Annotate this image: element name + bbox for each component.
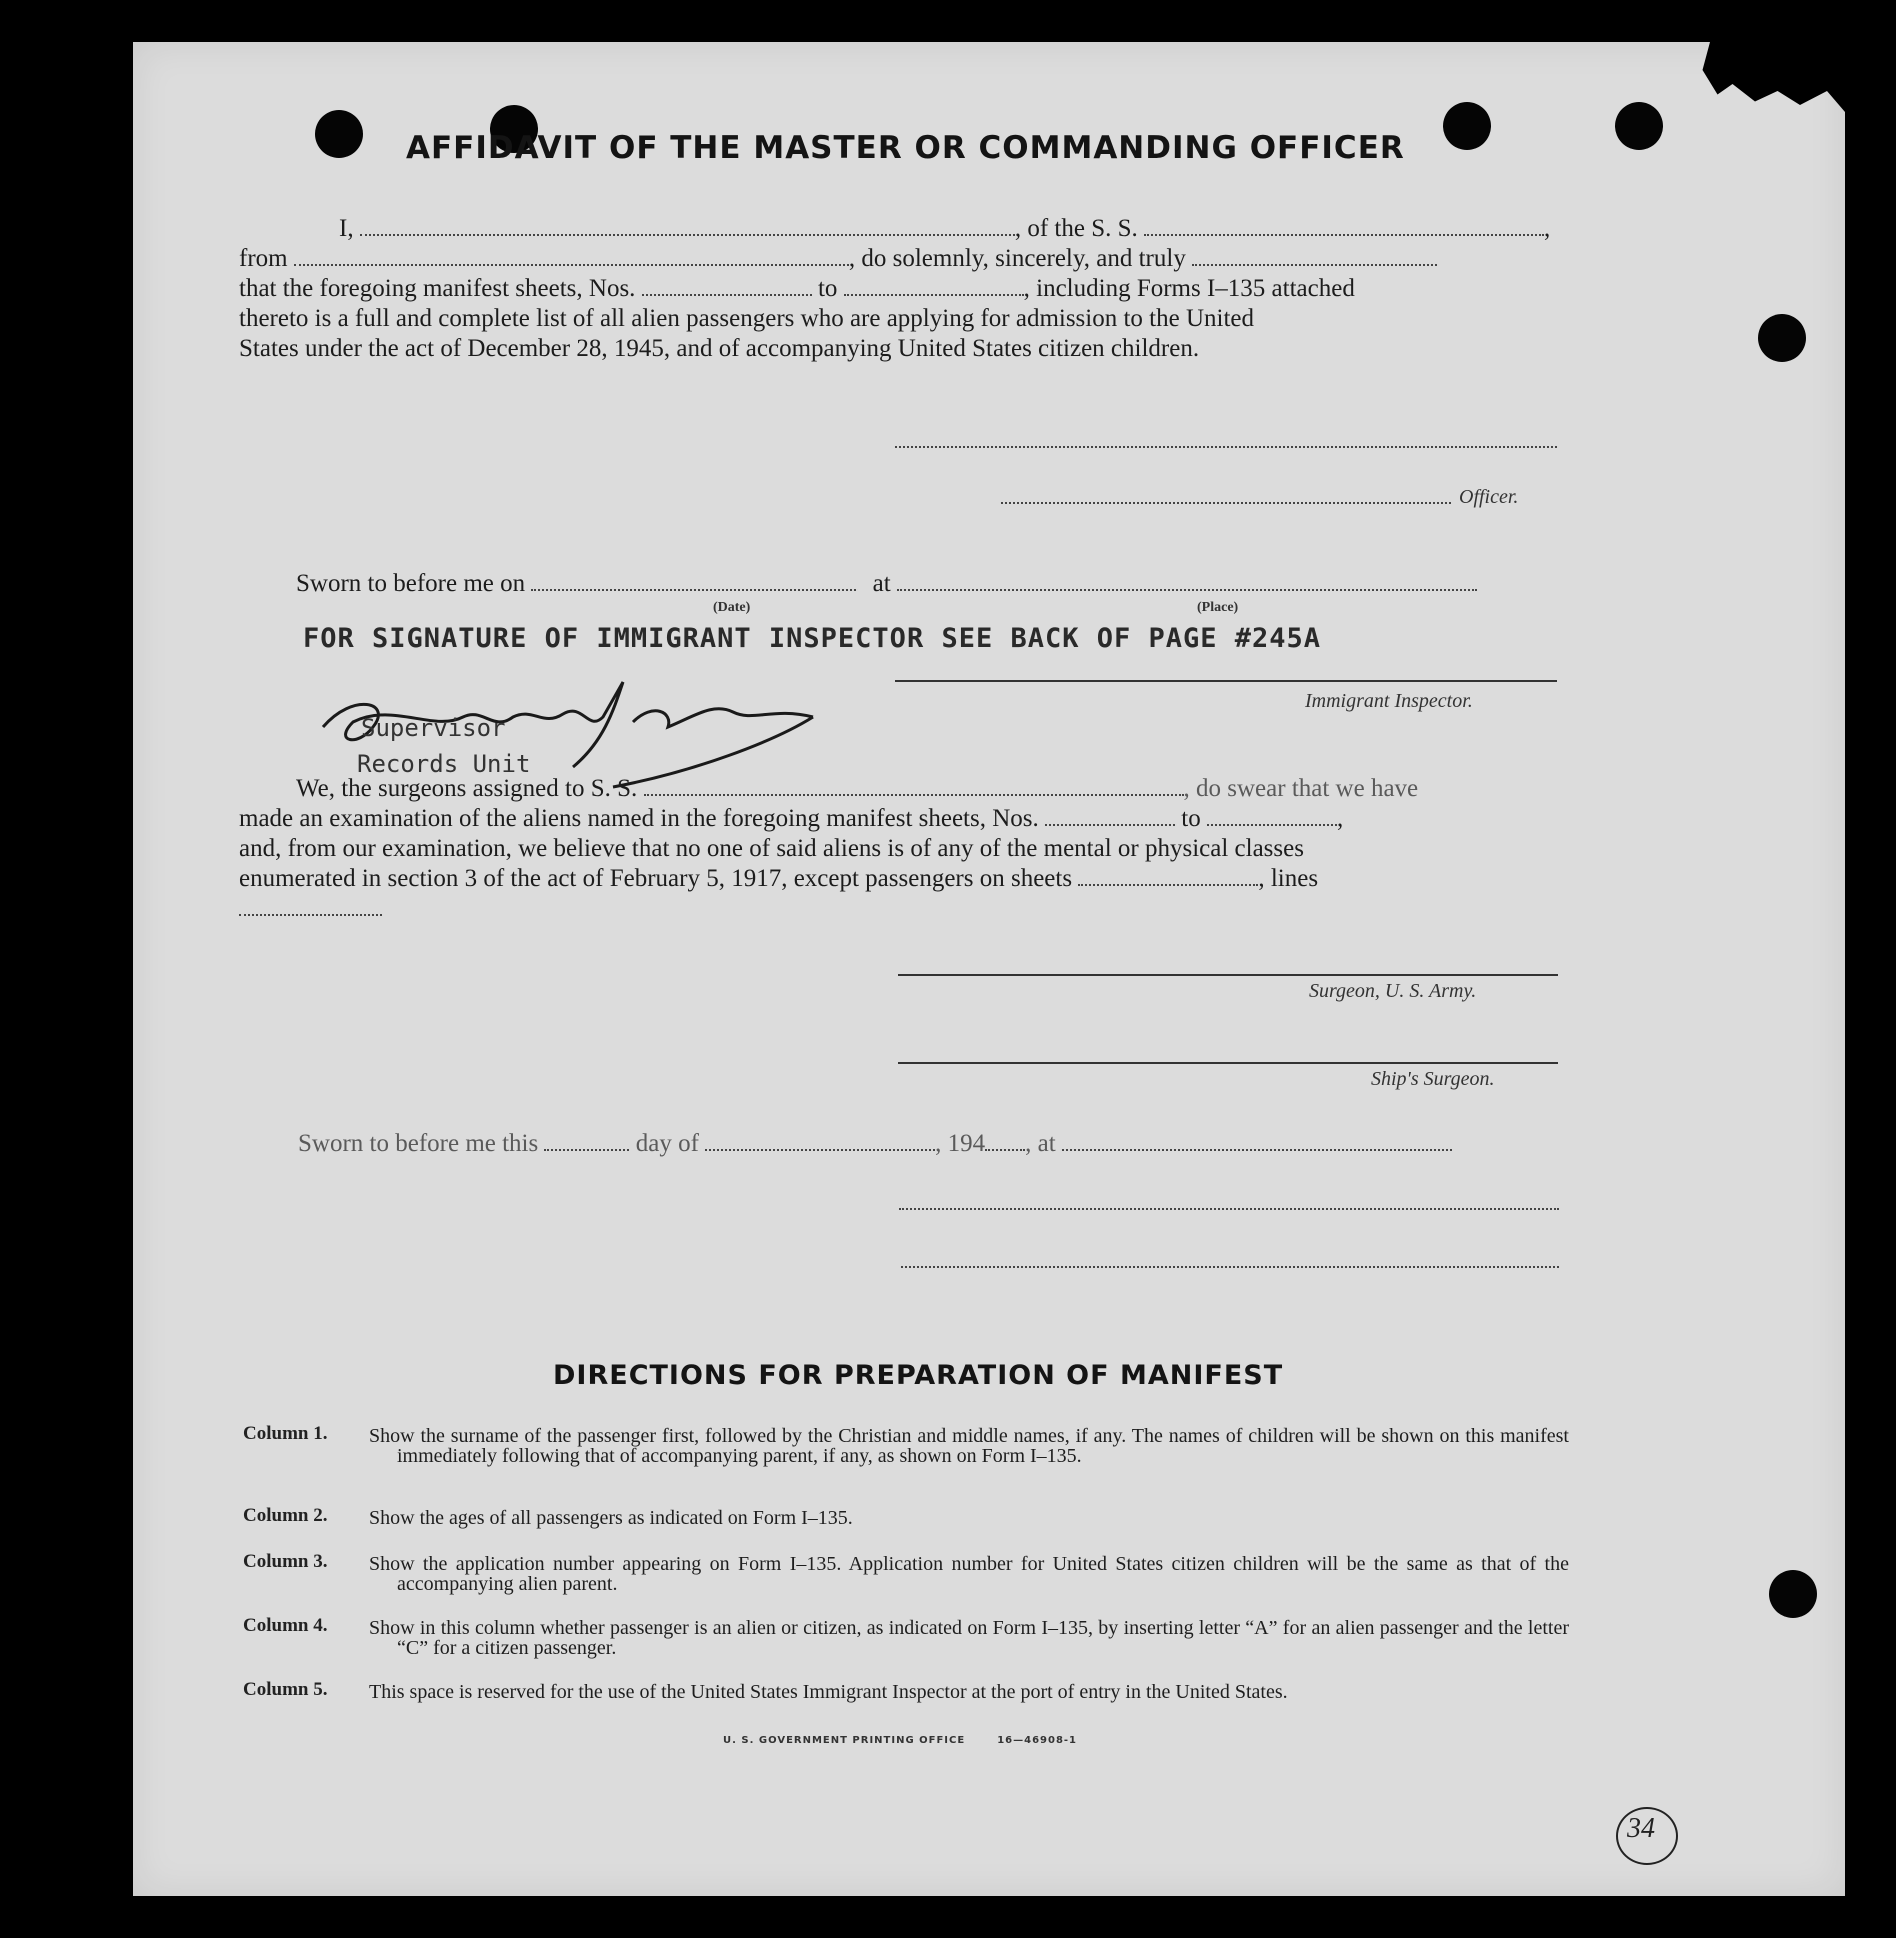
place-caption: (Place)	[1197, 600, 1239, 615]
surgeon-ship-field[interactable]	[644, 776, 1184, 796]
directions-title: DIRECTIONS FOR PREPARATION OF MANIFEST	[553, 1360, 1284, 1391]
officer-caption: Officer.	[1459, 486, 1519, 508]
affidavit-line-2: from , do solemnly, sincerely, and truly	[239, 245, 1437, 273]
sworn-signature-line-2[interactable]	[901, 1266, 1559, 1268]
inspector-stamp: FOR SIGNATURE OF IMMIGRANT INSPECTOR SEE BACK OF PAGE #245A	[303, 623, 1322, 654]
punch-hole	[1758, 314, 1806, 362]
army-surgeon-caption: Surgeon, U. S. Army.	[1309, 980, 1477, 1002]
oath-field[interactable]	[1192, 246, 1437, 266]
sworn-day-field[interactable]	[544, 1131, 629, 1151]
punch-hole	[1615, 102, 1663, 150]
affidavit-line-1: I, , of the S. S. ,	[339, 215, 1551, 242]
affidavit-line-3: that the foregoing manifest sheets, Nos. to , including Forms I–135 attached	[239, 275, 1355, 302]
surgeons-line-1: We, the surgeons assigned to S. S. , do swear that we have	[296, 775, 1419, 802]
sworn-date-field[interactable]	[531, 571, 856, 591]
direction-label-2: Column 2.	[243, 1505, 328, 1526]
ship-name-field[interactable]	[1144, 216, 1544, 236]
surgeons-line-2: made an examination of the aliens named in the foregoing manifest sheets, Nos. to ,	[239, 805, 1344, 832]
sworn-signature-line-1[interactable]	[899, 1208, 1559, 1210]
sheets-from-field[interactable]	[642, 276, 812, 296]
punch-hole	[315, 110, 363, 158]
page-number: 34	[1627, 1813, 1655, 1844]
except-sheets-field[interactable]	[1078, 866, 1258, 886]
printer-imprint: U. S. GOVERNMENT PRINTING OFFICE 16—46908-1	[723, 1735, 1078, 1746]
sworn-place-field[interactable]	[897, 571, 1477, 591]
affidavit-title: AFFIDAVIT OF THE MASTER OR COMMANDING OFFICER	[406, 130, 1405, 166]
punch-hole	[1443, 102, 1491, 150]
torn-corner	[1695, 42, 1845, 112]
direction-text-4: Show in this column whether passenger is an alien or citizen, as indicated on Form I–135, by inserting letter “A” for an alien passenger and the letter “C” for a citizen passenger.	[369, 1617, 1569, 1659]
signer-title-1: Supervisor	[361, 714, 506, 742]
ship-surgeon-caption: Ship's Surgeon.	[1371, 1068, 1495, 1090]
surgeon-sheets-from-field[interactable]	[1045, 806, 1175, 826]
sworn-month-field[interactable]	[705, 1131, 935, 1151]
direction-label-3: Column 3.	[243, 1551, 328, 1572]
sheets-to-field[interactable]	[844, 276, 1024, 296]
direction-text-3: Show the application number appearing on Form I–135. Application number for United States citizen children will be the same as that of the accompanying alien parent.	[369, 1553, 1569, 1595]
sworn-on-line: Sworn to before me on at	[296, 570, 1477, 598]
punch-hole	[1769, 1570, 1817, 1618]
officer-signature-line-1[interactable]	[895, 446, 1557, 448]
direction-text-1: Show the surname of the passenger first, followed by the Christian and middle names, if any. The names of children will be shown on this manifest immediately following that of accompanying parent, if any, as shown on Form I–135.	[369, 1425, 1569, 1467]
direction-text-5: This space is reserved for the use of the United States Immigrant Inspector at the port of entry in the United States.	[369, 1681, 1288, 1703]
inspector-signature-line[interactable]	[895, 680, 1557, 682]
sworn-year-field[interactable]	[985, 1131, 1025, 1151]
direction-label-5: Column 5.	[243, 1679, 328, 1700]
surgeons-line-3: and, from our examination, we believe that no one of said aliens is of any of the mental or physical classes	[239, 835, 1304, 862]
army-surgeon-signature-line[interactable]	[898, 974, 1558, 976]
from-port-field[interactable]	[294, 246, 849, 266]
officer-signature-line-2[interactable]	[1001, 502, 1451, 504]
sworn-this-day-line: Sworn to before me this day of , 194 , at	[298, 1130, 1452, 1158]
affidavit-line-5: States under the act of December 28, 1945, and of accompanying United States citizen children.	[239, 335, 1200, 362]
except-lines-field[interactable]	[239, 914, 382, 916]
affidavit-line-4: thereto is a full and complete list of all alien passengers who are applying for admission to the United	[239, 305, 1255, 332]
inspector-caption: Immigrant Inspector.	[1305, 690, 1473, 712]
surgeons-line-4: enumerated in section 3 of the act of February 5, 1917, except passengers on sheets , lines	[239, 865, 1319, 892]
date-caption: (Date)	[713, 600, 751, 615]
signer-title-2: Records Unit	[357, 750, 531, 778]
direction-label-1: Column 1.	[243, 1423, 328, 1444]
surgeon-sheets-to-field[interactable]	[1207, 806, 1337, 826]
document-page	[133, 42, 1845, 1896]
master-name-field[interactable]	[360, 216, 1015, 236]
sworn-at-field[interactable]	[1062, 1131, 1452, 1151]
direction-label-4: Column 4.	[243, 1615, 328, 1636]
direction-text-2: Show the ages of all passengers as indicated on Form I–135.	[369, 1507, 853, 1529]
ship-surgeon-signature-line[interactable]	[898, 1062, 1558, 1064]
